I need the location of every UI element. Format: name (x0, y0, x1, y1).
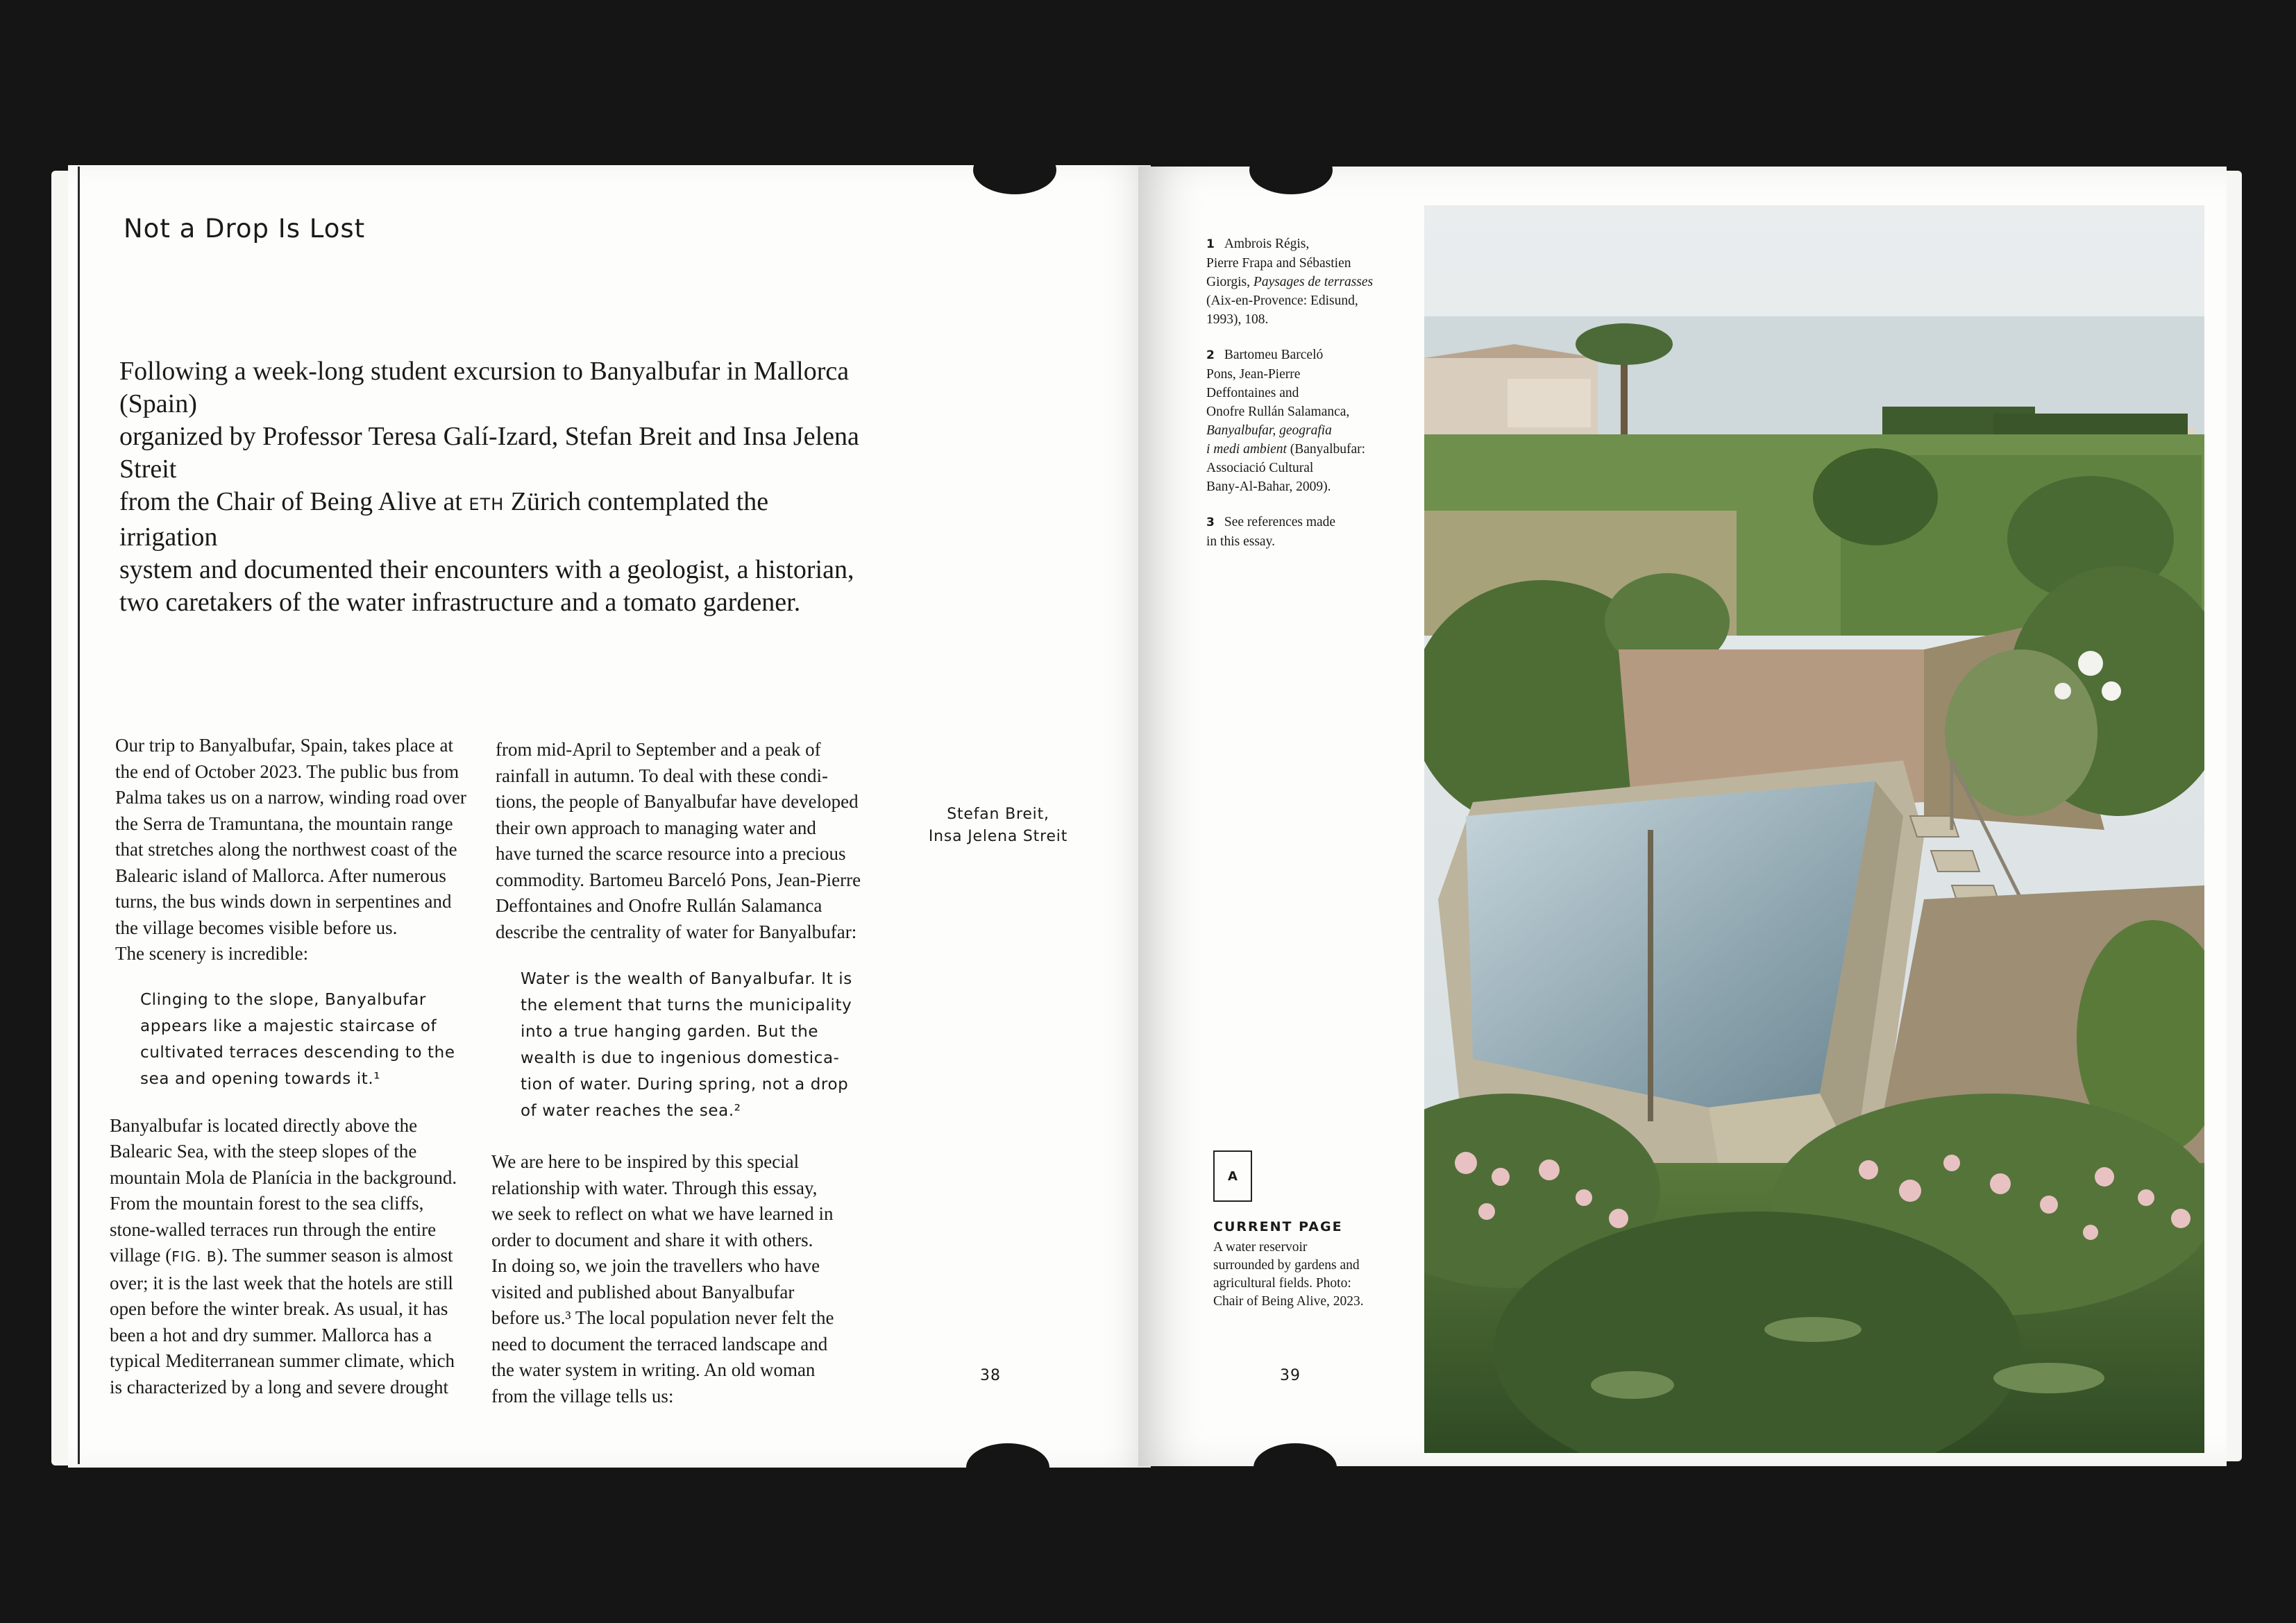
intro-line: two caretakers of the water infrastructure and a tomato gardener. (119, 588, 801, 617)
figure-caption: A water reservoir surrounded by gardens and agricultural fields. Photo: Chair of Being Alive, 2023. (1213, 1240, 1364, 1309)
authors: Stefan Breit, Insa Jelena Streit (928, 806, 1068, 845)
text-column-2 (491, 737, 870, 1409)
intro-line: system and documented their encounters with a geologist, a historian, (119, 555, 854, 584)
col1-paragraph-2: Banyalbufar is located directly above the Balearic Sea, with the steep slopes of the mountain Mola de Planícia in the background. From the mountain forest to the sea cliffs, stone-walled terraces run through the entire village (FIG. B). The summer season is almost over; it is the last week that the hotels are still open before the winter break. As usual, it has been a hot and dry summer. Mallorca has a typical Mediterranean summer climate, which is characterized by a long and severe drought (110, 1114, 457, 1397)
article-title: Not a Drop Is Lost (124, 214, 366, 244)
binding-notch-bottom-right (1253, 1443, 1337, 1492)
intro-line: from the Chair of Being Alive at ETH Zürich contemplated the irrigation (119, 487, 769, 552)
binding-notch-top-right (1249, 146, 1333, 194)
photo-illustration (1424, 205, 2204, 1453)
col2-blockquote: Water is the wealth of Banyalbufar. It is the element that turns the municipality into a true hanging garden. But the wealth is due to ingenious domestica- tion of water. During spring, not a drop of water reaches the sea.² (521, 970, 852, 1120)
reservoir-photo (1424, 205, 2204, 1453)
intro-line: Following a week-long student excursion to Banyalbufar in Mallorca (Spain) (119, 357, 850, 418)
binding-notch-top-left (973, 146, 1056, 194)
footnote-3: 3 See references made in this essay. (1206, 515, 1336, 549)
eth-abbrev: ETH (469, 495, 505, 514)
footnote-2: 2 Bartomeu Barceló Pons, Jean-Pierre Deffontaines and Onofre Rullán Salamanca, Banyalbufar, geografia i medi ambient (Banyalbufar: Associació Cultural Bany-Al-Bahar, 2009). (1206, 348, 1366, 494)
text-column-1 (110, 733, 490, 1400)
caption-label: CURRENT PAGE (1213, 1219, 1343, 1234)
intro-paragraph (119, 355, 869, 619)
col2-paragraph-2: We are here to be inspired by this special relationship with water. Through this essay, we seek to reflect on what we have learned in order to document and share it with others. In doing so, we join the travellers who have visited and published about Banyalbufar before us.³ The local population never felt the need to document the terraced landscape and the water system in writing. An old woman from the village tells us: (491, 1151, 834, 1407)
footnote-1: 1 Ambrois Régis, Pierre Frapa and Sébastien Giorgis, Paysages de terrasses (Aix-en-Provence: Edisund, 1993), 108. (1206, 237, 1374, 327)
page-number-right: 39 (1280, 1367, 1301, 1384)
col1-blockquote: Clinging to the slope, Banyalbufar appears like a majestic staircase of cultivated terraces descending to the sea and opening towards it.¹ (140, 990, 455, 1088)
footnotes (1206, 235, 1394, 568)
col2-paragraph-1: from mid-April to September and a peak of rainfall in autumn. To deal with these condi- tions, the people of Banyalbufar have developed their own approach to managing water and have turned the scarce resource into a precious commodity. Bartomeu Barceló Pons, Jean-Pierre Deffontaines and Onofre Rullán Salamanca describe the centrality of water for Banyalbufar: (496, 739, 861, 942)
intro-line: organized by Professor Teresa Galí-Izard, Stefan Breit and Insa Jelena Streit (119, 422, 859, 484)
left-page-shadow-line (78, 167, 80, 1464)
page-number-left: 38 (980, 1367, 1001, 1384)
binding-notch-bottom-left (966, 1443, 1049, 1492)
col1-paragraph-1: Our trip to Banyalbufar, Spain, takes place at the end of October 2023. The public bus from Palma takes us on a narrow, winding road over the Serra de Tramuntana, the mountain range that stretches along the northwest coast of the Balearic island of Mallorca. After numerous turns, the bus winds down in serpentines and the village becomes visible before us. The scenery is incredible: (115, 735, 466, 964)
figure-letter-box: A (1213, 1150, 1252, 1202)
figure-reference: FIG. B (171, 1248, 217, 1265)
